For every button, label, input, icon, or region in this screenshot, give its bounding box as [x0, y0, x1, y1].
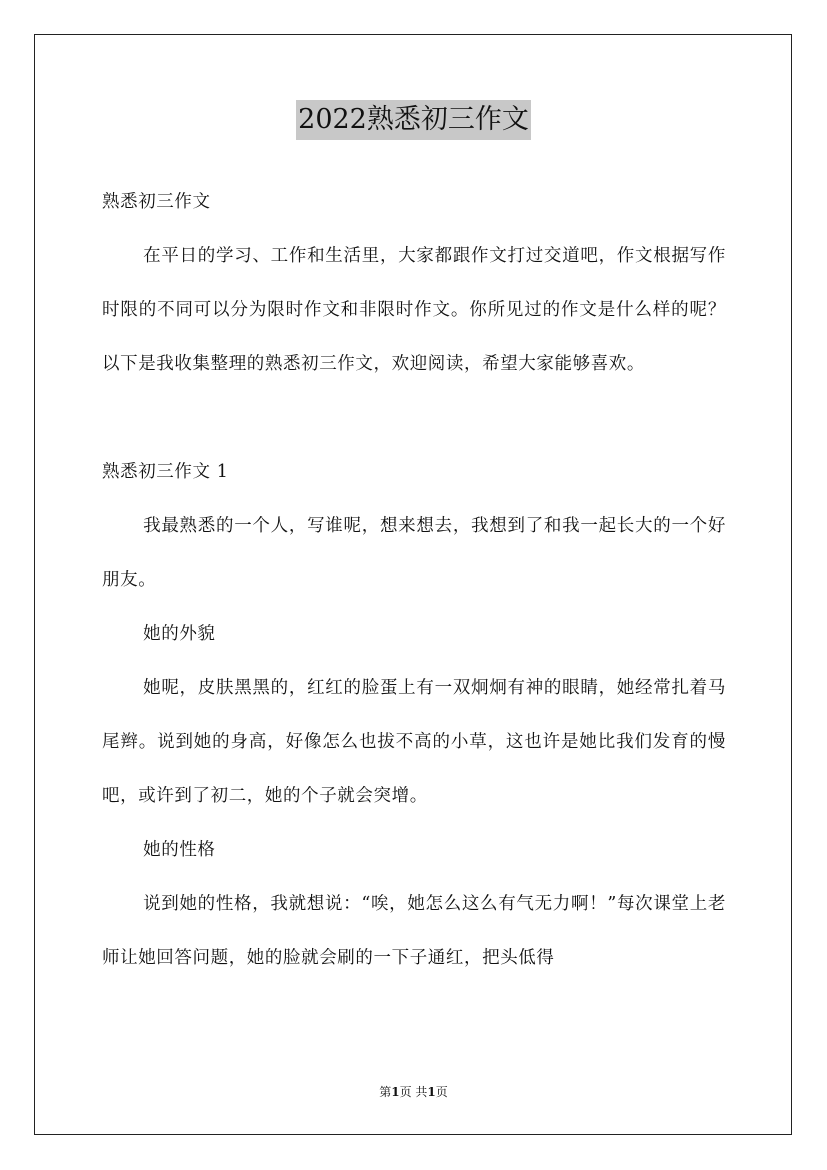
footer-mid: 页 共: [399, 1085, 428, 1099]
paragraph: 说到她的性格，我就想说：“唉，她怎么这么有气无力啊！”每次课堂上老师让她回答问题，她的脸就会刷的一下子通红，把头低得: [102, 894, 726, 968]
paragraph: 她呢，皮肤黑黑的，红红的脸蛋上有一双炯炯有神的眼睛，她经常扎着马尾辫。说到她的身高，好像怎么也拔不高的小草，这也许是她比我们发育的慢吧，或许到了初二，她的个子就会突增。: [102, 678, 726, 806]
page-footer: [0, 1083, 827, 1100]
document-body: [102, 175, 726, 985]
footer-page-number: 1: [391, 1085, 400, 1099]
section-heading: 熟悉初三作文 1: [102, 462, 229, 482]
footer-prefix: 第: [379, 1085, 392, 1099]
paragraph: 在平日的学习、工作和生活里，大家都跟作文打过交道吧，作文根据写作时限的不同可以分为限时作文和非限时作文。你所见过的作文是什么样的呢？以下是我收集整理的熟悉初三作文，欢迎阅读，希望大家能够喜欢。: [102, 246, 726, 374]
subheading: 她的外貌: [143, 624, 216, 644]
section-heading: 熟悉初三作文: [102, 192, 211, 212]
footer-suffix: 页: [435, 1085, 448, 1099]
subheading: 她的性格: [143, 840, 216, 860]
document-title: 2022熟悉初三作文: [296, 100, 531, 140]
paragraph: 我最熟悉的一个人，写谁呢，想来想去，我想到了和我一起长大的一个好朋友。: [102, 516, 726, 590]
title-container: [0, 100, 827, 140]
footer-total-pages: 1: [427, 1085, 436, 1099]
blank-gap: [102, 391, 726, 445]
